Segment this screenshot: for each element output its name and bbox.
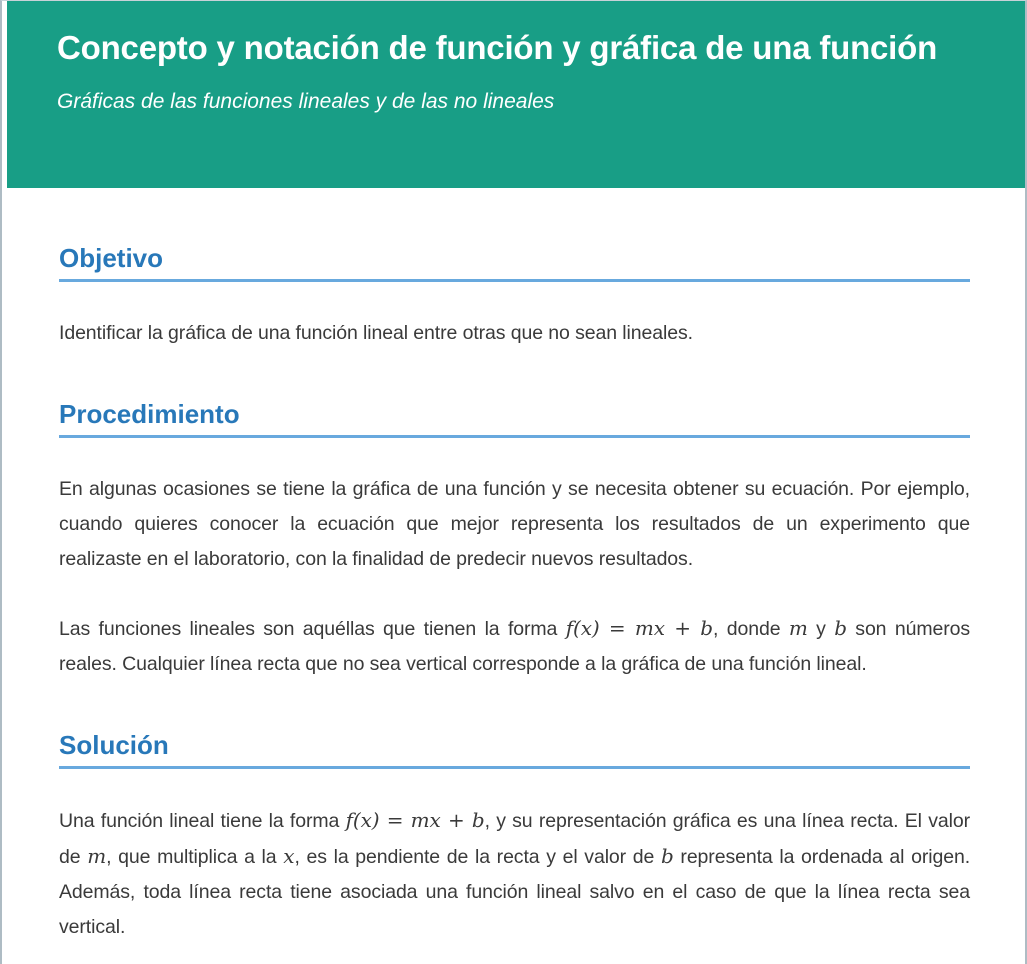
page-subtitle: Gráficas de las funciones lineales y de las no lineales xyxy=(57,90,555,113)
section-procedimiento xyxy=(59,401,970,682)
section-objetivo xyxy=(59,245,970,351)
text-segment: , donde xyxy=(713,618,789,640)
math-variable-x: x xyxy=(283,844,295,868)
document-body xyxy=(2,245,1025,945)
math-variable-b: b xyxy=(834,616,847,640)
text-segment: , que multiplica a la xyxy=(106,846,284,868)
math-variable-m: m xyxy=(788,616,808,640)
math-variable-m: m xyxy=(87,844,107,868)
paragraph xyxy=(59,611,970,682)
text-segment: Una función lineal tiene la forma xyxy=(59,810,346,832)
document-header xyxy=(7,1,1025,188)
section-solucion xyxy=(59,732,970,945)
paragraph xyxy=(59,472,970,577)
text-segment: representa la ordenada al origen. Además, toda línea recta tiene asociada una función lineal salvo en el caso de que la línea recta sea vertical. xyxy=(59,846,971,938)
section-heading-solucion: Solución xyxy=(59,732,970,769)
section-heading-procedimiento: Procedimiento xyxy=(59,401,970,438)
math-expression: f(x) = mx + b xyxy=(565,616,714,640)
math-variable-b: b xyxy=(661,844,674,868)
paragraph xyxy=(59,803,970,945)
text-segment: son números reales. Cualquier línea recta que no sea vertical corresponde a la gráfica de una función lineal. xyxy=(59,618,970,675)
text-segment: Las funciones lineales son aquéllas que tienen la forma xyxy=(59,618,566,640)
text-segment: y xyxy=(807,618,835,640)
page-title: Concepto y notación de función y gráfica de una función xyxy=(57,29,938,66)
text-segment: Identificar la gráfica de una función lineal entre otras que no sean lineales. xyxy=(59,322,693,344)
text-segment: En algunas ocasiones se tiene la gráfica de una función y se necesita obtener su ecuación. Por ejemplo, cuando quieres conocer la ecuación que mejor representa los resultados de un experimento que realizaste en el laboratorio, con la finalidad de predecir nuevos resultados. xyxy=(59,478,970,570)
math-expression: f(x) = mx + b xyxy=(345,808,485,832)
text-segment: , y su representación gráfica es una línea recta. El valor de xyxy=(59,810,970,868)
text-segment: , es la pendiente de la recta y el valor de xyxy=(294,846,661,868)
paragraph xyxy=(59,316,970,351)
section-heading-objetivo: Objetivo xyxy=(59,245,970,282)
